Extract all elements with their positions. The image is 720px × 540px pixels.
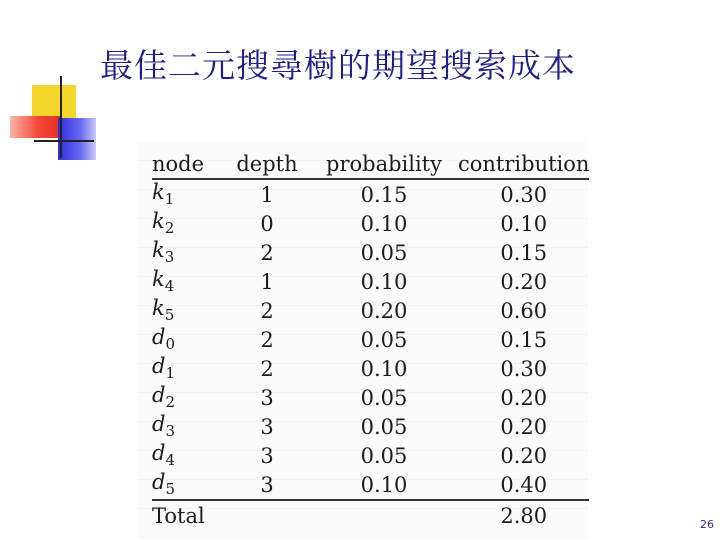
table-row <box>152 412 589 441</box>
total-row <box>152 500 589 531</box>
node-letter: d <box>152 412 166 437</box>
depth-cell: 2 <box>260 298 274 323</box>
table-row <box>152 383 589 412</box>
node-subscript: 3 <box>165 422 175 441</box>
depth-cell: 3 <box>260 385 274 410</box>
node-subscript: 5 <box>165 480 175 499</box>
total-depth-cell <box>224 500 310 531</box>
contribution-cell: 0.15 <box>500 327 548 352</box>
node-subscript: 3 <box>164 248 175 267</box>
node-subscript: 4 <box>164 277 175 296</box>
depth-cell: 2 <box>260 327 274 352</box>
probability-cell: 0.05 <box>360 385 408 410</box>
table-row <box>152 238 589 267</box>
decoration-red-bar <box>10 116 60 138</box>
depth-cell: 3 <box>260 472 274 497</box>
contribution-cell: 0.30 <box>500 182 548 207</box>
node-letter: d <box>152 325 166 350</box>
header-probability: probability <box>310 150 458 179</box>
node-cell <box>152 383 224 412</box>
table-row <box>152 325 589 354</box>
contribution-cell: 0.15 <box>500 240 548 265</box>
node-letter: d <box>152 470 166 495</box>
probability-cell: 0.05 <box>360 327 408 352</box>
node-letter: k <box>152 238 165 263</box>
node-subscript: 2 <box>165 393 175 412</box>
table-row <box>152 296 589 325</box>
node-cell <box>152 470 224 500</box>
contribution-cell: 0.20 <box>500 414 548 439</box>
contribution-cell: 0.10 <box>500 211 548 236</box>
total-contribution: 2.80 <box>458 500 589 531</box>
contribution-cell: 0.40 <box>500 472 548 497</box>
table-row <box>152 354 589 383</box>
table-body <box>152 179 589 500</box>
probability-cell: 0.20 <box>360 298 408 323</box>
probability-cell: 0.05 <box>360 240 408 265</box>
total-label: Total <box>152 500 224 531</box>
node-letter: d <box>152 354 166 379</box>
node-subscript: 2 <box>164 219 175 238</box>
node-letter: d <box>152 383 166 408</box>
depth-cell: 2 <box>260 240 274 265</box>
node-subscript: 4 <box>165 451 175 470</box>
probability-cell: 0.10 <box>360 356 408 381</box>
depth-cell: 0 <box>260 211 274 236</box>
node-letter: k <box>152 180 165 205</box>
node-cell <box>152 354 224 383</box>
node-cell <box>152 238 224 267</box>
header-node: node <box>152 150 224 179</box>
node-cell <box>152 267 224 296</box>
contribution-cell: 0.20 <box>500 443 548 468</box>
node-letter: k <box>152 267 165 292</box>
node-letter: d <box>152 441 166 466</box>
node-cell <box>152 441 224 470</box>
table-row <box>152 267 589 296</box>
header-depth: depth <box>224 150 310 179</box>
node-cell <box>152 209 224 238</box>
table-row <box>152 470 589 500</box>
contribution-cell: 0.20 <box>500 385 548 410</box>
total-probability-cell <box>310 500 458 531</box>
probability-cell: 0.15 <box>360 182 408 207</box>
decoration-horizontal-line <box>34 140 94 142</box>
contribution-cell: 0.30 <box>500 356 548 381</box>
header-contribution: contribution <box>458 150 589 179</box>
probability-cell: 0.10 <box>360 269 408 294</box>
page-number: 26 <box>700 518 714 531</box>
node-subscript: 1 <box>164 190 175 209</box>
expected-cost-table <box>152 150 589 531</box>
depth-cell: 1 <box>260 269 274 294</box>
probability-cell: 0.05 <box>360 443 408 468</box>
probability-cell: 0.10 <box>360 211 408 236</box>
decoration-vertical-line <box>60 76 62 158</box>
node-subscript: 1 <box>165 364 175 383</box>
node-cell <box>152 296 224 325</box>
decoration-blue-square <box>58 118 96 160</box>
slide-title: 最佳二元搜尋樹的期望搜索成本 <box>100 46 576 85</box>
contribution-cell: 0.20 <box>500 269 548 294</box>
node-cell <box>152 325 224 354</box>
table-row <box>152 441 589 470</box>
probability-cell: 0.10 <box>360 472 408 497</box>
depth-cell: 2 <box>260 356 274 381</box>
node-letter: k <box>152 296 165 321</box>
depth-cell: 1 <box>260 182 274 207</box>
node-letter: k <box>152 209 165 234</box>
contribution-cell: 0.60 <box>500 298 548 323</box>
depth-cell: 3 <box>260 443 274 468</box>
node-cell <box>152 179 224 209</box>
probability-cell: 0.05 <box>360 414 408 439</box>
table-row <box>152 179 589 209</box>
node-subscript: 5 <box>164 306 175 325</box>
node-subscript: 0 <box>165 335 175 354</box>
depth-cell: 3 <box>260 414 274 439</box>
node-cell <box>152 412 224 441</box>
table-header-row <box>152 150 589 179</box>
table-row <box>152 209 589 238</box>
